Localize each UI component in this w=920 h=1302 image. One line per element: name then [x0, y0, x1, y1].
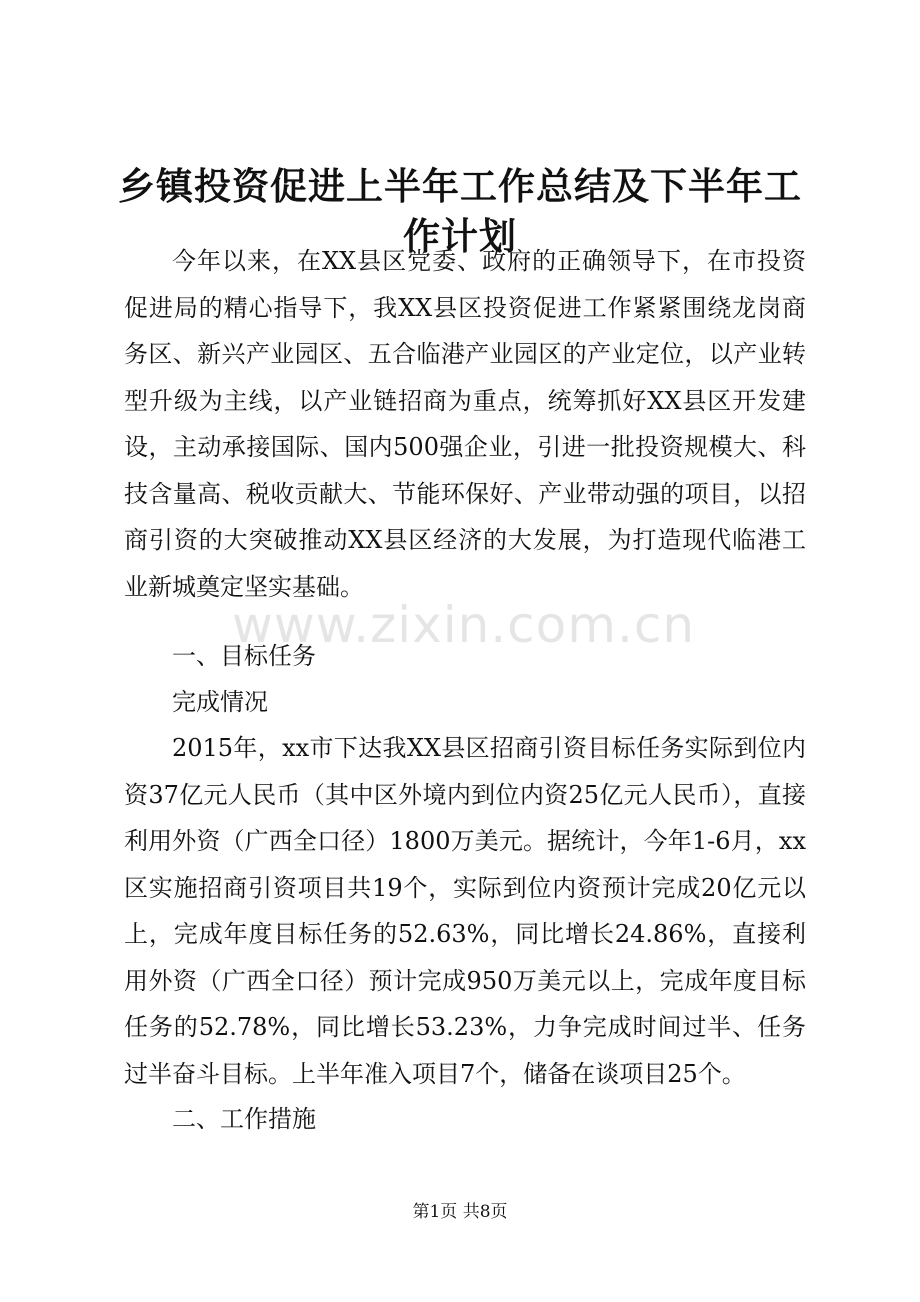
paragraph-intro: 今年以来，在XX县区党委、政府的正确领导下，在市投资促进局的精心指导下，我XX县区投资促进工作紧紧围绕龙岗商务区、新兴产业园区、五合临港产业园区的产业定位，以产业转型升级为主线，以产业链招商为重点，统筹抓好XX县区开发建设，主动承接国际、国内500强企业，引进一批投资规模大、科技含量高、税收贡献大、节能环保好、产业带动强的项目，以招商引资的大突破推动XX县区经济的大发展，为打造现代临港工业新城奠定坚实基础。 [124, 247, 806, 601]
page-number-footer: 第1页 共8页 [412, 1202, 508, 1222]
document-title: 乡镇投资促进上半年工作总结及下半年工作计划 [118, 165, 802, 258]
subheading-completion: 完成情况 [172, 688, 268, 716]
section-heading-measures: 二、工作措施 [172, 1105, 316, 1133]
watermark: www.zixin.com.cn [232, 596, 696, 654]
section-heading-goals: 一、目标任务 [172, 642, 316, 670]
paragraph-completion: 2015年，xx市下达我XX县区招商引资目标任务实际到位内资37亿元人民币（其中区外境内到位内资25亿元人民币），直接利用外资（广西全口径）1800万美元。据统计，今年1-6月，xx区实施招商引资项目共19个，实际到位内资预计完成20亿元以上，完成年度目标任务的52.63%，同比增长24.86%，直接利用外资（广西全口径）预计完成950万美元以上，完成年度目标任务的52.78%，同比增长53.23%，力争完成时间过半、任务过半奋斗目标。上半年准入项目7个，储备在谈项目25个。 [124, 734, 806, 1088]
